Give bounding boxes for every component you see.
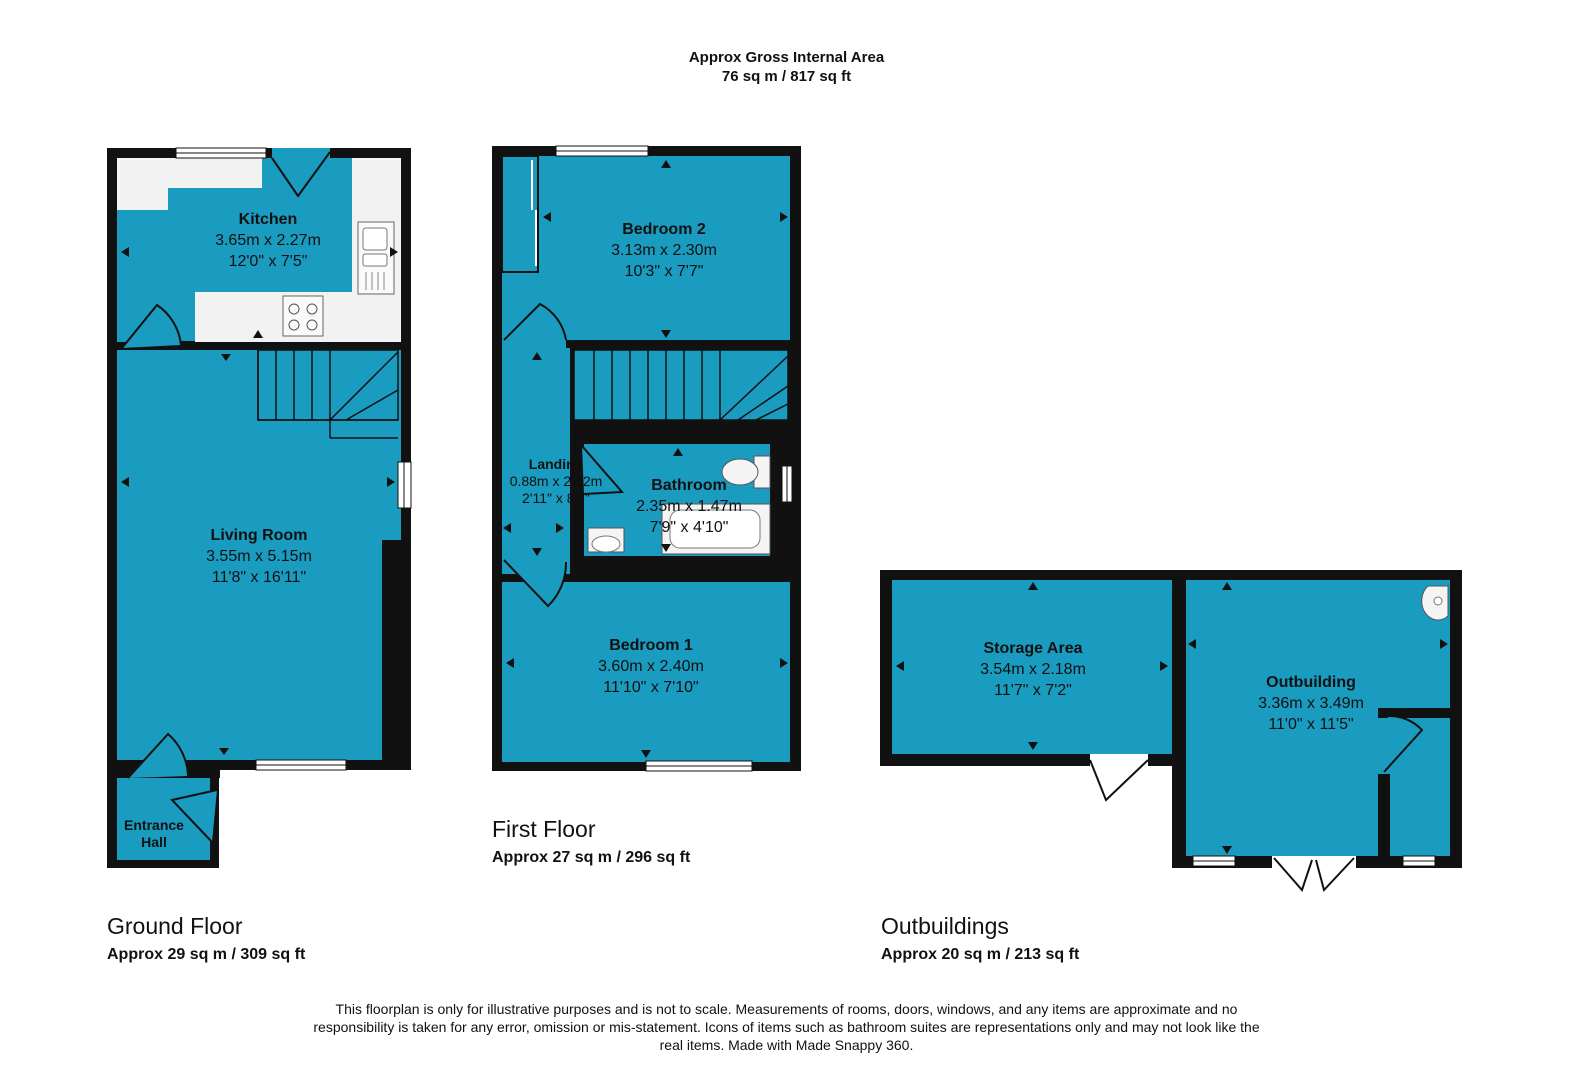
ground-floor-area: Approx 29 sq m / 309 sq ft [107, 946, 306, 963]
outbuilding-label: Outbuilding [1266, 674, 1356, 691]
bedroom2-imperial: 10'3" x 7'7" [624, 263, 704, 280]
bedroom1-window [646, 761, 752, 771]
disclaimer: This floorplan is only for illustrative purposes and is not to scale. Measurements of rooms, doors, windows, and any items are approximate and no responsibility is taken for any error, omission or mis-statement. Icons of items such as bathroom suites are representations only and may not look like the real items. Made with Made Snappy 360. [313, 1001, 1260, 1053]
bedroom2-metric: 3.13m x 2.30m [611, 242, 717, 259]
gross-area-header [0, 48, 1573, 86]
bathroom-metric: 2.35m x 1.47m [636, 498, 742, 515]
living-room-imperial: 11'8" x 16'11" [211, 569, 307, 586]
landing-imperial: 2'11" x 8'7" [522, 490, 590, 506]
basin-icon [588, 528, 624, 552]
entrance-label-line1: Entrance [124, 817, 184, 833]
kitchen-living-wall [181, 341, 401, 350]
living-room-label: Living Room [210, 527, 308, 544]
hob-icon [283, 296, 323, 336]
storage-imperial: 11'7" x 7'2" [994, 682, 1072, 699]
header-total-area: 76 sq m / 817 sq ft [721, 68, 852, 85]
living-room-metric: 3.55m x 5.15m [206, 548, 312, 565]
outbuilding-imperial: 11'0" x 11'5" [1268, 716, 1354, 733]
storage-metric: 3.54m x 2.18m [980, 661, 1086, 678]
first-floor-title: First Floor [492, 816, 596, 842]
storage-label: Storage Area [983, 640, 1083, 657]
outbuildings-area: Approx 20 sq m / 213 sq ft [881, 946, 1080, 963]
outbuildings-plan [880, 570, 1462, 890]
outbuilding-window-left [1193, 856, 1235, 866]
ground-floor-title: Ground Floor [107, 913, 243, 939]
bedroom2-label: Bedroom 2 [622, 221, 706, 238]
bedroom1-imperial: 11'10" x 7'10" [603, 679, 699, 696]
bedroom1-top-wall [566, 574, 790, 582]
first-floor-plan [492, 146, 801, 771]
bathroom-window [782, 466, 792, 502]
entrance-label-line2: Hall [141, 834, 167, 850]
first-floor-area: Approx 27 sq m / 296 sq ft [492, 849, 691, 866]
bedroom1-label: Bedroom 1 [609, 637, 693, 654]
stair-bathroom-wall [570, 420, 790, 442]
header-title: Approx Gross Internal Area [688, 49, 885, 66]
storage-door-opening [1090, 754, 1148, 766]
landing-label: Landing [528, 456, 584, 472]
entrance-wall-left [117, 760, 127, 778]
kitchen-metric: 3.65m x 2.27m [215, 232, 321, 249]
bathroom-label: Bathroom [651, 477, 727, 494]
ground-floor-plan [107, 148, 411, 868]
bedroom2-window [556, 146, 648, 156]
kitchen-window [176, 148, 266, 158]
kitchen-imperial: 12'0" x 7'5" [228, 253, 308, 270]
bedroom2-lower-wall [566, 340, 790, 348]
outbuildings-title: Outbuildings [881, 913, 1009, 939]
living-side-window [398, 462, 411, 508]
entrance-wall-right [190, 760, 220, 778]
living-front-window [256, 760, 346, 770]
kitchen-label: Kitchen [238, 211, 298, 228]
double-door-opening [1272, 856, 1356, 868]
wc-side-wall [1378, 774, 1390, 856]
bathroom-lower-wall [570, 556, 790, 574]
outbuilding-metric: 3.36m x 3.49m [1258, 695, 1364, 712]
outbuilding-window-right [1403, 856, 1435, 866]
bedroom1-metric: 3.60m x 2.40m [598, 658, 704, 675]
bathroom-imperial: 7'9" x 4'10" [649, 519, 729, 536]
landing-metric: 0.88m x 2.62m [509, 473, 603, 489]
kitchen-sink-icon [358, 222, 394, 294]
first-staircase [574, 350, 788, 420]
